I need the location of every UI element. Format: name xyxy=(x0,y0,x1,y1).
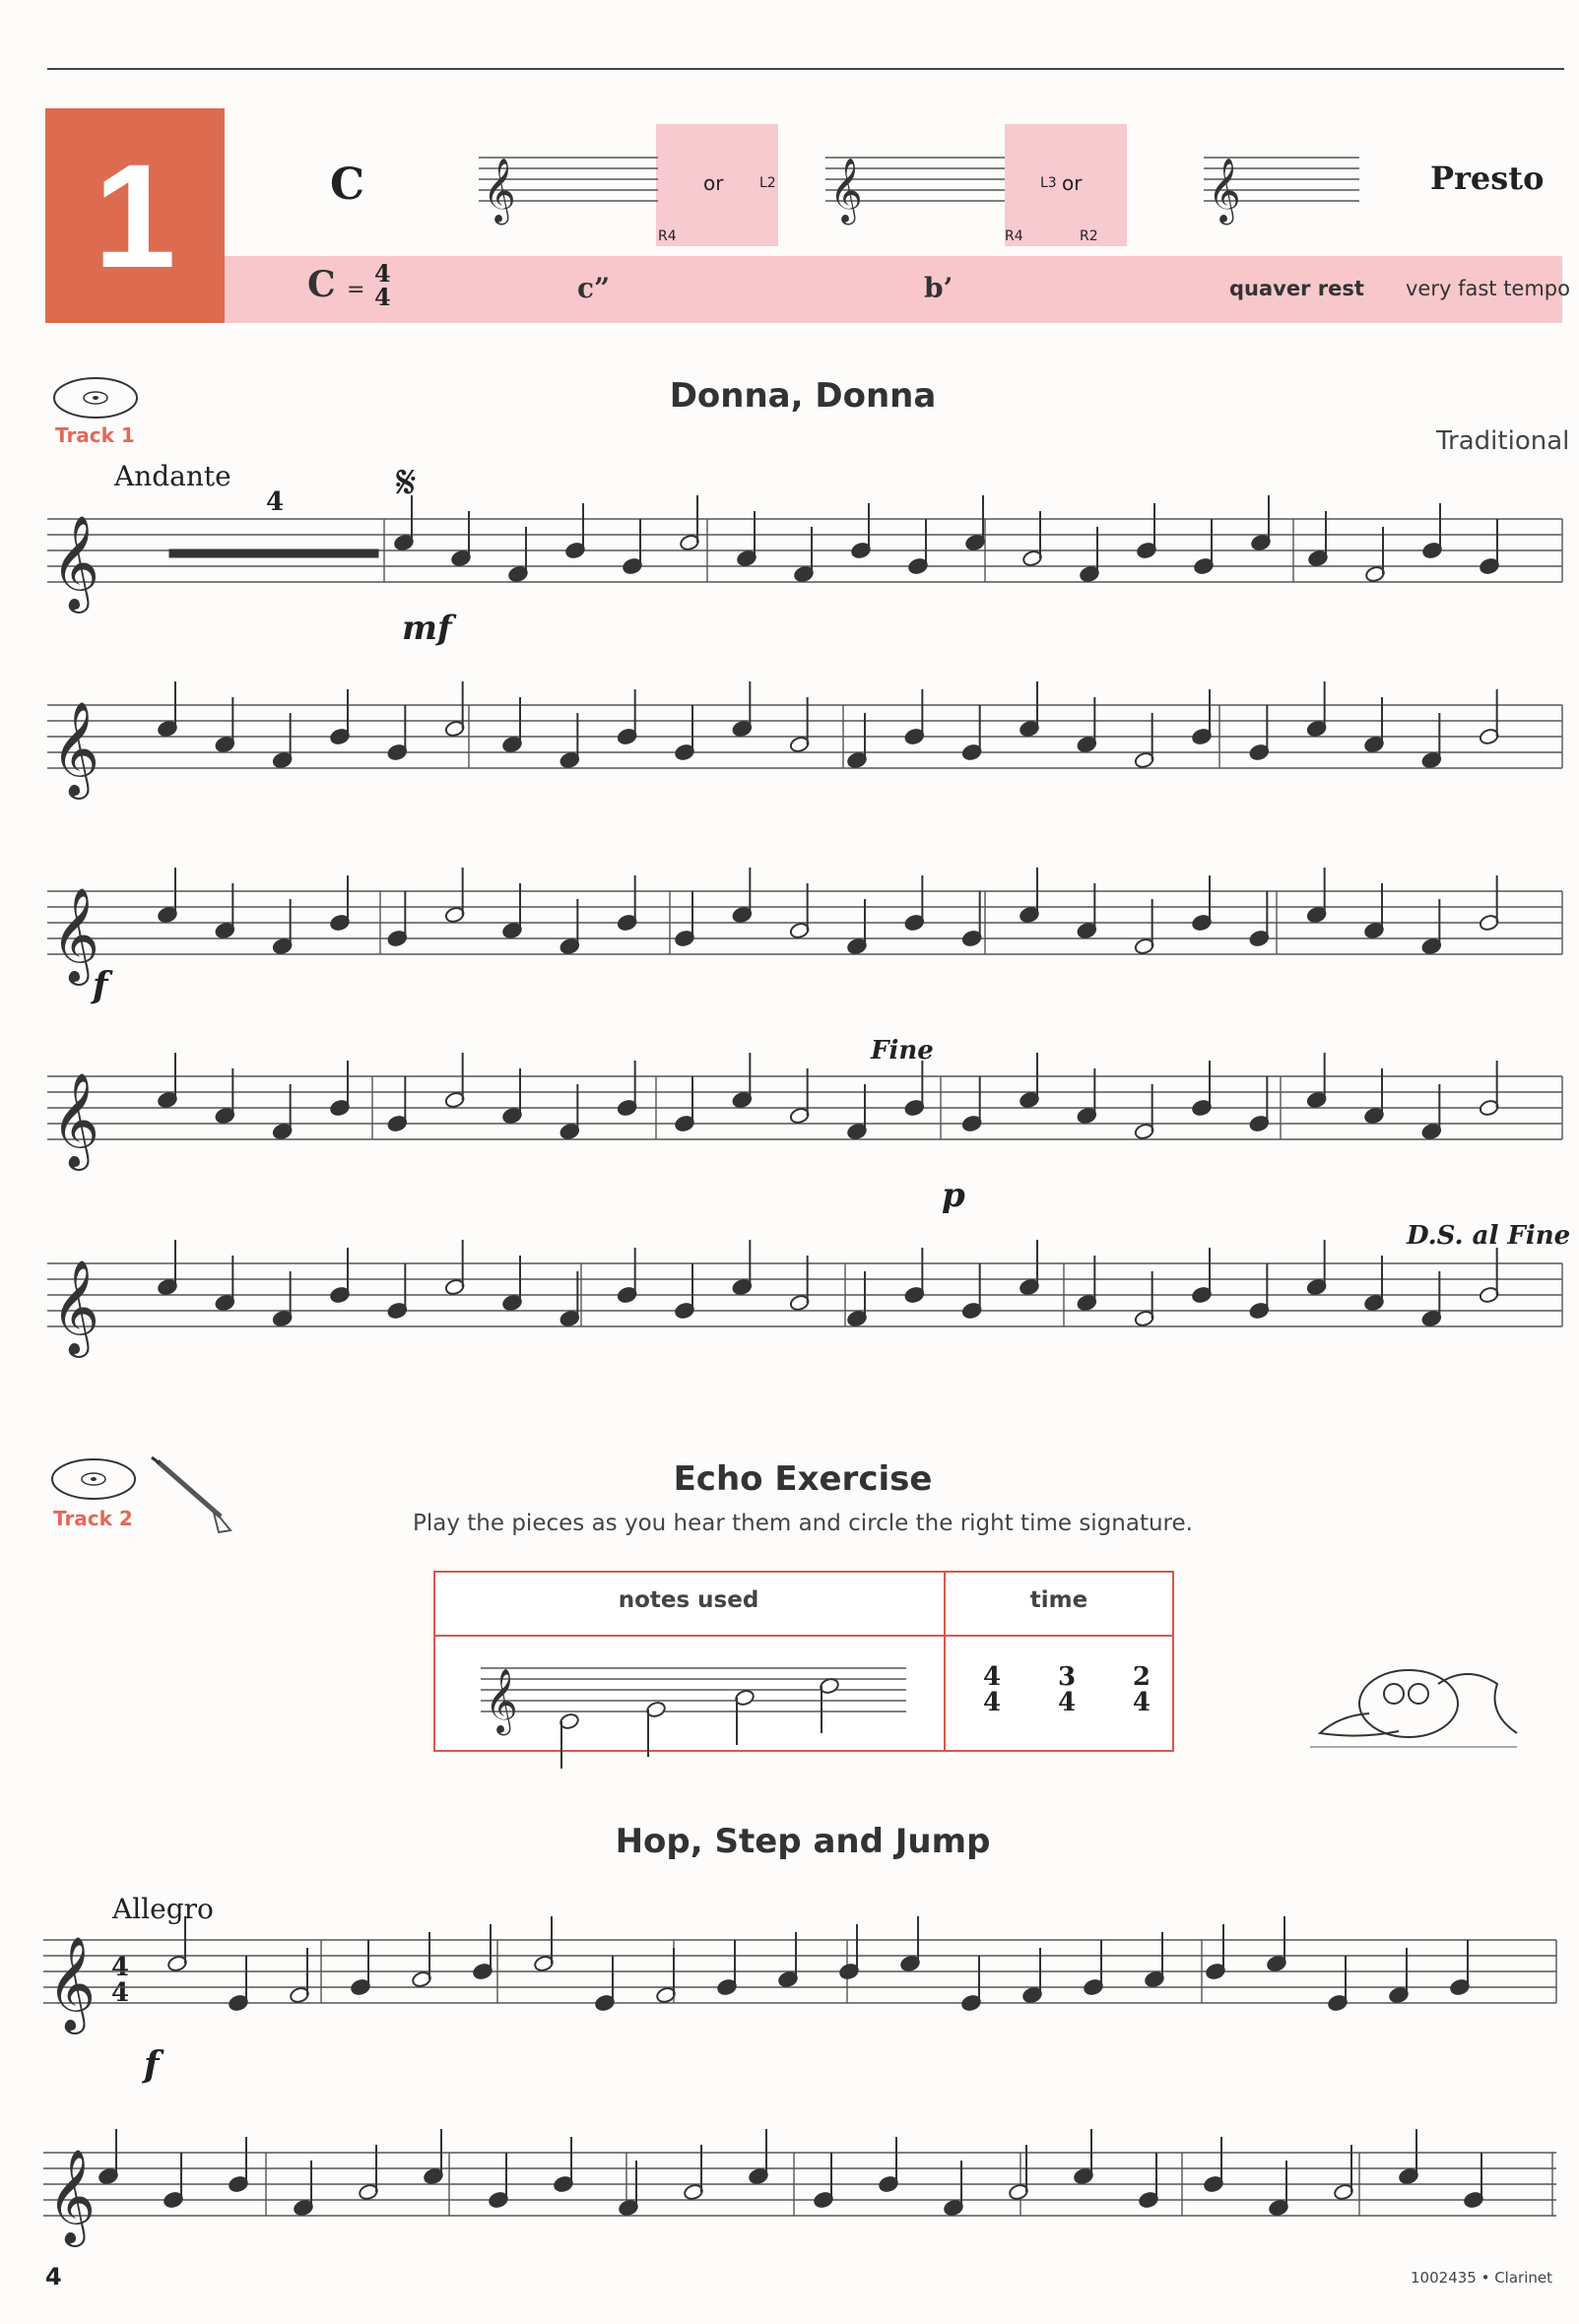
common-time-c: C xyxy=(307,264,336,305)
treble-clef-icon: 𝄞 xyxy=(51,886,100,982)
note-c2-label: c” xyxy=(577,272,611,304)
fingering-r4-b: R4 xyxy=(1005,228,1023,244)
treble-clef-icon: 𝄞 xyxy=(47,2148,97,2243)
echo-col-notes: notes used xyxy=(618,1587,759,1613)
treble-clef-icon: 𝄞 xyxy=(485,1668,518,1733)
fine-mark: Fine xyxy=(871,1036,934,1065)
quaver-rest-label: quaver rest xyxy=(1229,277,1364,300)
echo-title: Echo Exercise xyxy=(673,1459,933,1499)
hop-time-den: 4 xyxy=(111,1978,130,2008)
treble-clef-icon: 𝄞 xyxy=(483,158,516,223)
fingering-r4-a: R4 xyxy=(658,228,677,244)
fingering-l2-a: L2 xyxy=(759,175,776,191)
lesson-number: 1 xyxy=(94,133,176,298)
donna-title: Donna, Donna xyxy=(669,376,937,416)
echo-instruction: Play the pieces as you hear them and circle the right time signature. xyxy=(413,1511,1193,1536)
time-option-den: 4 xyxy=(1132,1688,1151,1717)
track-1-label: Track 1 xyxy=(55,423,135,447)
hop-time-num: 4 xyxy=(111,1953,130,1982)
treble-clef-icon: 𝄞 xyxy=(51,514,100,610)
fingering-r2-b: R2 xyxy=(1080,228,1098,244)
dynamic-mf: mf xyxy=(402,609,452,648)
dynamic-p: p xyxy=(942,1176,965,1215)
note-b1-label: b’ xyxy=(924,272,954,304)
rest-measure-count: 4 xyxy=(266,487,285,517)
treble-clef-icon: 𝄞 xyxy=(829,158,863,223)
time-option-num: 4 xyxy=(983,1662,1002,1692)
staff xyxy=(481,1668,906,1736)
hop-title: Hop, Step and Jump xyxy=(615,1822,991,1861)
time-option-den: 4 xyxy=(983,1688,1002,1717)
time-option-num: 2 xyxy=(1132,1662,1151,1692)
staff xyxy=(47,514,1562,613)
staff xyxy=(43,1935,1556,2034)
staff xyxy=(825,158,1005,226)
staff xyxy=(1204,158,1359,226)
dynamic-f: f xyxy=(93,965,108,1006)
staff xyxy=(479,158,658,226)
composer: Traditional xyxy=(1436,426,1570,456)
treble-clef-icon: 𝄞 xyxy=(51,700,100,796)
andante-tempo: Andante xyxy=(114,460,231,492)
echo-col-time: time xyxy=(1029,1587,1088,1613)
treble-clef-icon: 𝄞 xyxy=(1208,158,1241,223)
footer-code: 1002435 • Clarinet xyxy=(1411,2269,1552,2287)
equals-sign: = xyxy=(347,278,365,302)
presto-term: Presto xyxy=(1430,160,1545,197)
treble-clef-icon: 𝄞 xyxy=(51,1259,100,1354)
ds-al-fine: D.S. al Fine xyxy=(1407,1221,1571,1251)
fingering-or-b: or xyxy=(1062,171,1083,195)
multi-rest xyxy=(169,549,378,557)
fingering-or-a: or xyxy=(703,171,724,195)
fingering-l3-b: L3 xyxy=(1040,175,1057,191)
common-time-symbol: C xyxy=(330,160,365,210)
treble-clef-icon: 𝄞 xyxy=(47,1935,97,2031)
time-option-den: 4 xyxy=(1057,1688,1077,1717)
track-2-label: Track 2 xyxy=(53,1507,133,1530)
page-number: 4 xyxy=(45,2263,62,2291)
treble-clef-icon: 𝄞 xyxy=(51,1071,100,1167)
segno-sign: 𝄋 xyxy=(396,455,417,510)
time-option-num: 3 xyxy=(1057,1662,1077,1692)
allegro-tempo: Allegro xyxy=(112,1893,214,1925)
staff xyxy=(43,2148,1556,2247)
time-sig-num: 4 xyxy=(374,259,391,288)
very-fast-tempo-label: very fast tempo xyxy=(1406,277,1570,300)
time-sig-den: 4 xyxy=(374,283,391,311)
hop-dynamic-f: f xyxy=(144,2044,160,2086)
